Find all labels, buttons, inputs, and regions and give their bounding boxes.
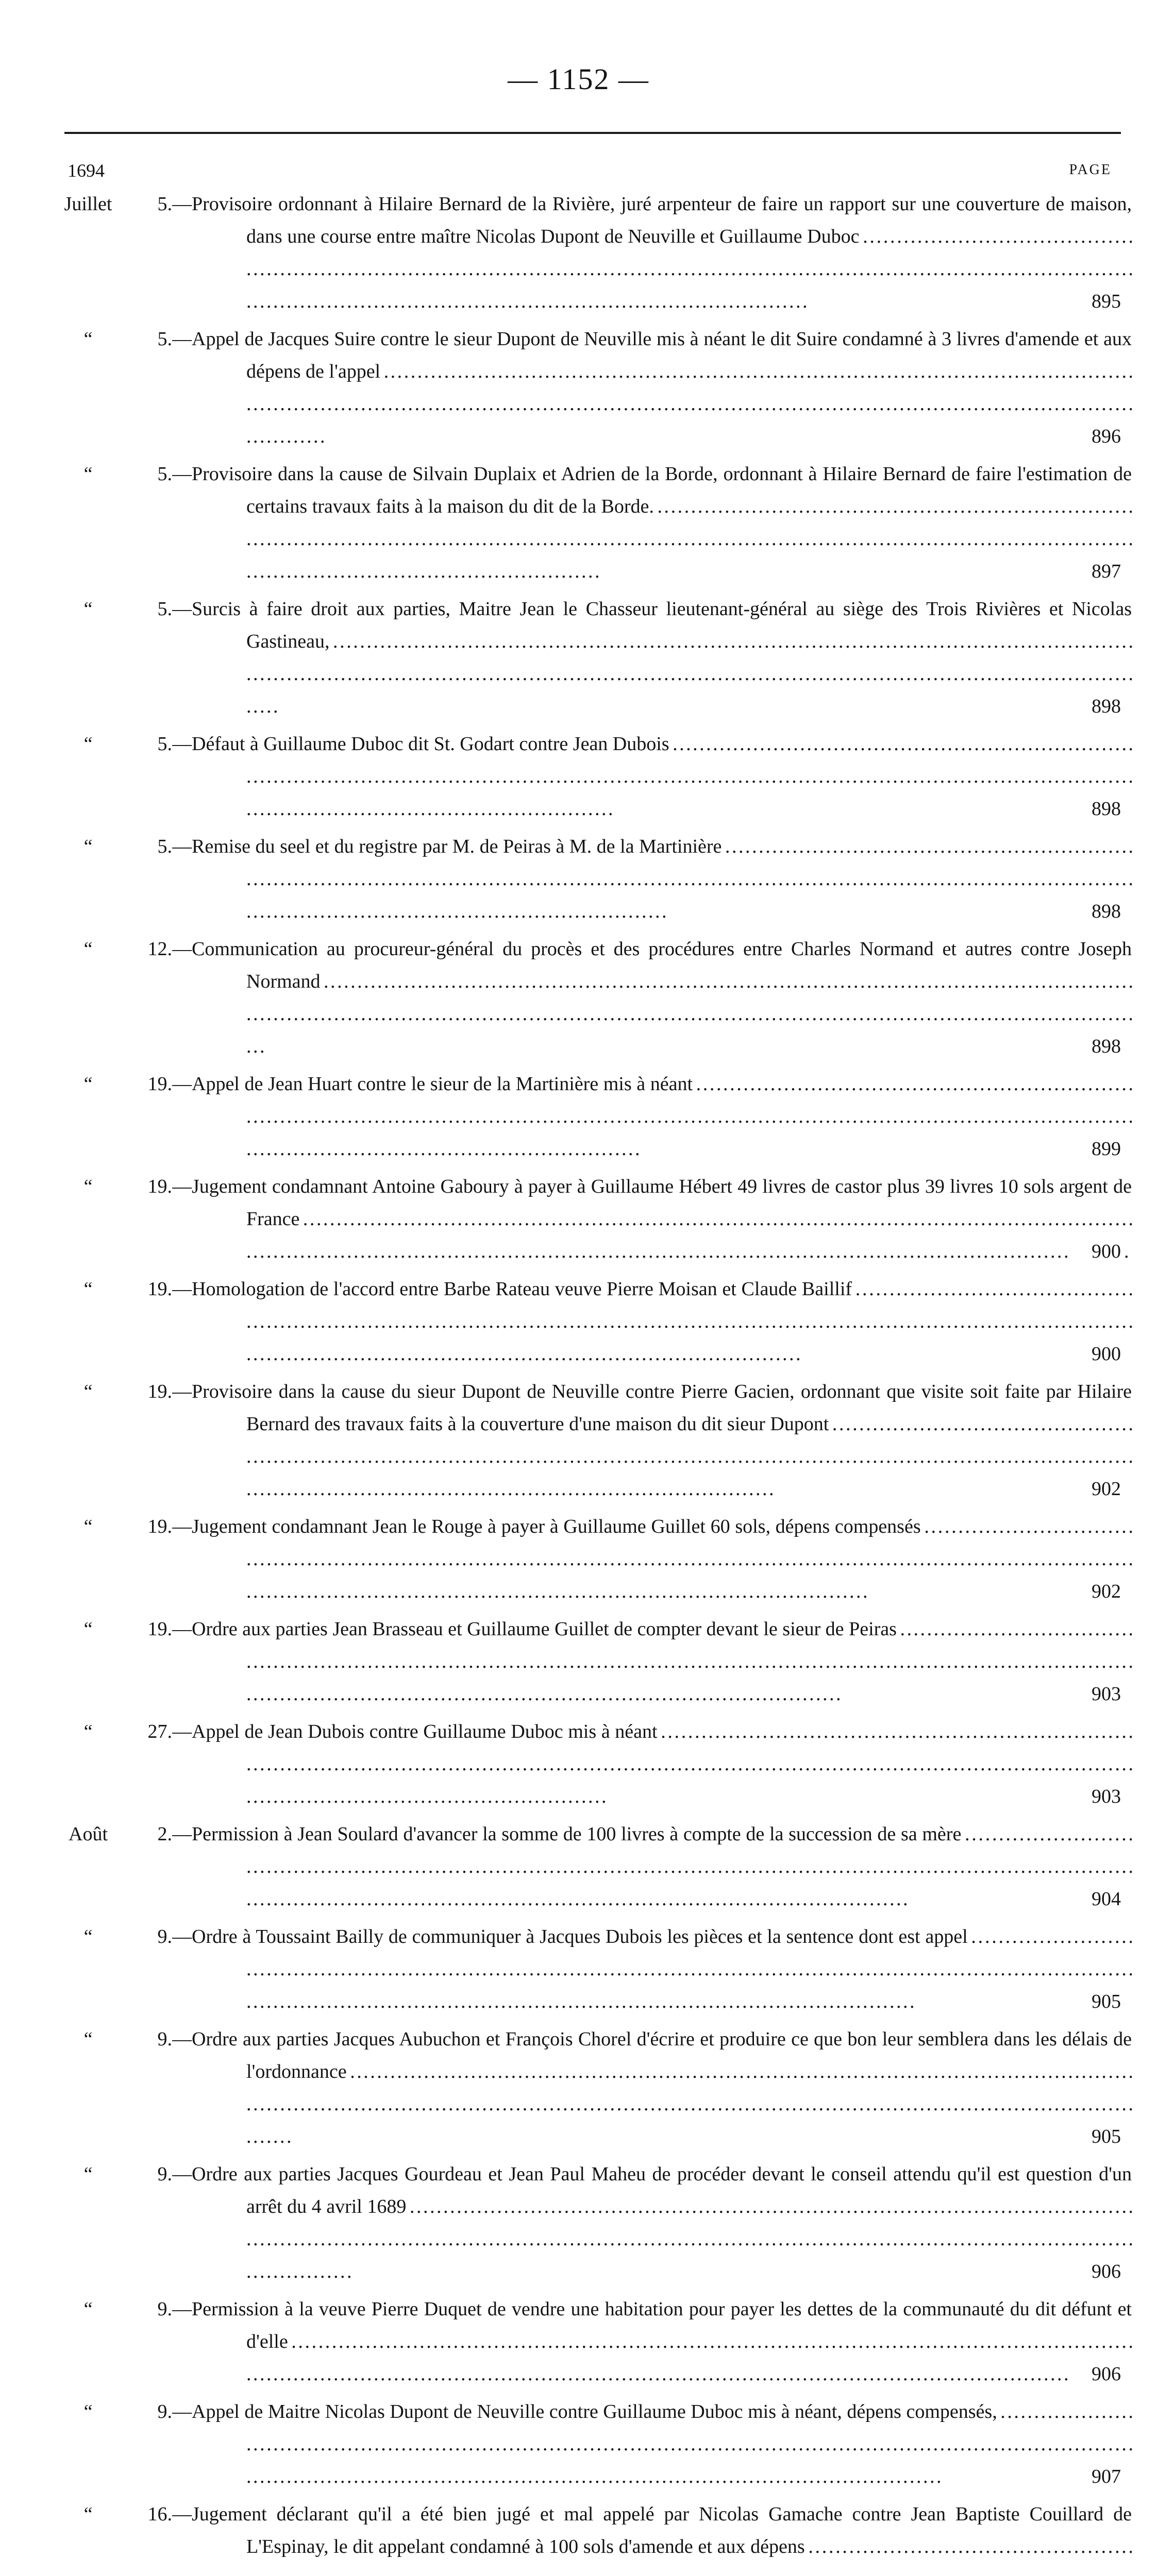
entry-page: 905 — [1069, 1986, 1121, 2018]
entry-page: 903 — [1069, 1781, 1121, 1813]
entry-row — [0, 1613, 1157, 1710]
entry-day: 19. — [147, 1073, 172, 1095]
entry-text: —Surcis à faire droit aux parties, Maitre Jean le Chasseur lieutenant-général au siège des Trois Rivières et Nicolas Gastineau, . . . — [172, 593, 1132, 723]
entry-text: —Ordre aux parties Jacques Gourdeau et Jean Paul Maheu de procéder devant le conseil attendu qu'il est question d'un arrêt du 4 avril 1689 . . . — [172, 2158, 1132, 2288]
entry-row — [0, 1171, 1157, 1268]
entry-page: 898 — [1069, 1030, 1121, 1063]
entry-day: 5. — [157, 463, 172, 485]
entry-day: 19. — [147, 1618, 172, 1640]
entry-month: “ — [83, 2401, 93, 2422]
entry-month: Juillet — [64, 193, 112, 215]
entry-row — [0, 2023, 1157, 2153]
entry-page: 902 — [1069, 1575, 1121, 1608]
entry-text: —Provisoire ordonnant à Hilaire Bernard de la Rivière, juré arpenteur de faire un rapport sur une couverture de maison, dans une course entre maître Nicolas Dupont de Neuville et Guillaume Duboc . . . — [172, 188, 1132, 318]
entry-month: “ — [83, 938, 93, 960]
entry-row — [0, 1921, 1157, 2018]
entry-text: —Remise du seel et du registre par M. de Peiras à M. de la Martinière . . . — [172, 831, 1132, 928]
year-label: 1694 — [68, 160, 105, 181]
entry-page: 899 — [1069, 1133, 1121, 1165]
entry-row — [0, 2158, 1157, 2288]
entry-page: 905 — [1069, 2121, 1121, 2153]
entry-row — [0, 2396, 1157, 2493]
entry-page: 898 — [1069, 690, 1121, 723]
column-header — [64, 155, 1121, 180]
entry-row — [0, 1376, 1157, 1505]
entry-page: 900 — [1069, 1338, 1121, 1370]
entry-page: 902 — [1069, 1473, 1121, 1505]
entry-page: 900 — [1069, 1235, 1121, 1268]
entry-text: —Jugement condamnant Jean le Rouge à payer à Guillaume Guillet 60 sols, dépens compensés . . . — [172, 1511, 1132, 1608]
entry-day: 5. — [157, 836, 172, 857]
entry-text: —Jugement condamnant Antoine Gaboury à payer à Guillaume Hébert 49 livres de castor plus 39 livres 10 sols argent de France . . . — [172, 1171, 1132, 1268]
entry-text: —Communication au procureur-général du procès et des procédures entre Charles Normand et autres contre Joseph Normand . . . — [172, 933, 1132, 1063]
entry-page: 896 — [1069, 420, 1121, 453]
entry-month: “ — [83, 836, 93, 857]
entry-month: “ — [83, 1176, 93, 1197]
entry-month: “ — [83, 733, 93, 755]
entry-month: “ — [83, 328, 93, 350]
entry-text: —Homologation de l'accord entre Barbe Rateau veuve Pierre Moisan et Claude Baillif . . . — [172, 1273, 1132, 1370]
entry-month: “ — [83, 598, 93, 620]
entry-text: —Appel de Jean Huart contre le sieur de la Martinière mis à néant . . . — [172, 1068, 1132, 1165]
entry-day: 9. — [157, 1926, 172, 1947]
entry-month: “ — [83, 1516, 93, 1537]
entry-row — [0, 933, 1157, 1063]
entry-page: 895 — [1069, 285, 1121, 318]
entry-day: 9. — [157, 2401, 172, 2422]
entry-month: “ — [83, 2028, 93, 2050]
entry-text: —Appel de Jacques Suire contre le sieur Dupont de Neuville mis à néant le dit Suire condamné à 3 livres d'amende et aux dépens de l'appel . . . — [172, 323, 1132, 453]
entry-text: —Ordre aux parties Jean Brasseau et Guillaume Guillet de compter devant le sieur de Peiras . . . — [172, 1613, 1132, 1710]
entry-page: 898 — [1069, 793, 1121, 825]
entry-month: “ — [83, 1381, 93, 1402]
entry-row — [0, 458, 1157, 588]
entry-month: “ — [83, 1073, 93, 1095]
entry-text: —Provisoire dans la cause de Silvain Duplaix et Adrien de la Borde, ordonnant à Hilaire Bernard de faire l'estimation de certains travaux faits à la maison du dit de la Borde. . . . — [172, 458, 1132, 588]
entry-row — [0, 2293, 1157, 2391]
entry-day: 19. — [147, 1176, 172, 1197]
page-number: — 1152 — — [508, 62, 649, 96]
entry-text: —Permission à la veuve Pierre Duquet de vendre une habitation pour payer les dettes de la communauté du dit défunt et d'elle . . . — [172, 2293, 1132, 2391]
entry-month: “ — [83, 1278, 93, 1300]
entry-month: “ — [83, 463, 93, 485]
entry-row — [0, 323, 1157, 453]
entry-text: —Ordre à Toussaint Bailly de communiquer à Jacques Dubois les pièces et la sentence dont est appel . . . — [172, 1921, 1132, 2018]
entry-row — [0, 593, 1157, 723]
entry-month: “ — [83, 1721, 93, 1742]
entry-text: —Appel de Maitre Nicolas Dupont de Neuville contre Guillaume Duboc mis à néant, dépens compensés, . . . — [172, 2396, 1132, 2493]
entry-row — [0, 1818, 1157, 1916]
entry-text: —Ordre aux parties Jacques Aubuchon et François Chorel d'écrire et produire ce que bon leur semblera dans les délais de l'ordonnance . . . — [172, 2023, 1132, 2153]
entry-day: 9. — [157, 2028, 172, 2050]
entry-day: 9. — [157, 2298, 172, 2320]
entry-day: 19. — [147, 1381, 172, 1402]
page-column-label: PAGE — [1069, 162, 1112, 178]
entry-row — [0, 1273, 1157, 1370]
entry-page: 897 — [1069, 555, 1121, 588]
entry-page: 906 — [1069, 2358, 1121, 2391]
entry-day: 9. — [157, 2163, 172, 2185]
entry-day: 27. — [147, 1721, 172, 1742]
entry-day: 5. — [157, 193, 172, 215]
entry-list — [0, 188, 1157, 2576]
header-rule — [64, 132, 1121, 134]
entry-text: —Provisoire dans la cause du sieur Dupont de Neuville contre Pierre Gacien, ordonnant que visite soit faite par Hilaire Bernard des travaux faits à la couverture d'une maison du dit sieur Dupont . . . — [172, 1376, 1132, 1505]
entry-text: —Défaut à Guillaume Duboc dit St. Godart contre Jean Dubois . . . — [172, 728, 1132, 825]
entry-row — [0, 2498, 1157, 2576]
entry-day: 16. — [147, 2503, 172, 2525]
entry-row — [0, 188, 1157, 318]
entry-text: —Jugement déclarant qu'il a été bien jugé et mal appelé par Nicolas Gamache contre Jean Baptiste Couillard de L'Espinay, le dit appelant condamné à 100 sols d'amende et aux dépens . . . — [172, 2498, 1132, 2576]
entry-month: “ — [83, 2298, 93, 2320]
entry-page: 906 — [1069, 2256, 1121, 2288]
entry-page: 898 — [1069, 895, 1121, 928]
entry-day: 12. — [147, 938, 172, 960]
entry-day: 5. — [157, 328, 172, 350]
entry-row — [0, 1716, 1157, 1813]
entry-text: —Appel de Jean Dubois contre Guillaume Duboc mis à néant . . . — [172, 1716, 1132, 1813]
entry-day: 19. — [147, 1278, 172, 1300]
entry-month: “ — [83, 1618, 93, 1640]
entry-row — [0, 1511, 1157, 1608]
entry-day: 5. — [157, 598, 172, 620]
entry-page: 904 — [1069, 1883, 1121, 1916]
entry-page: 907 — [1069, 2461, 1121, 2493]
entry-day: 5. — [157, 733, 172, 755]
entry-day: 19. — [147, 1516, 172, 1537]
entry-month: “ — [83, 2163, 93, 2185]
entry-page: 903 — [1069, 1678, 1121, 1710]
entry-row — [0, 728, 1157, 825]
entry-month: Août — [69, 1823, 108, 1845]
entry-row — [0, 1068, 1157, 1165]
entry-month: “ — [83, 1926, 93, 1947]
entry-text: —Permission à Jean Soulard d'avancer la somme de 100 livres à compte de la succession de sa mère . . . — [172, 1818, 1132, 1916]
entry-day: 2. — [157, 1823, 172, 1845]
entry-month: “ — [83, 2503, 93, 2525]
entry-row — [0, 831, 1157, 928]
